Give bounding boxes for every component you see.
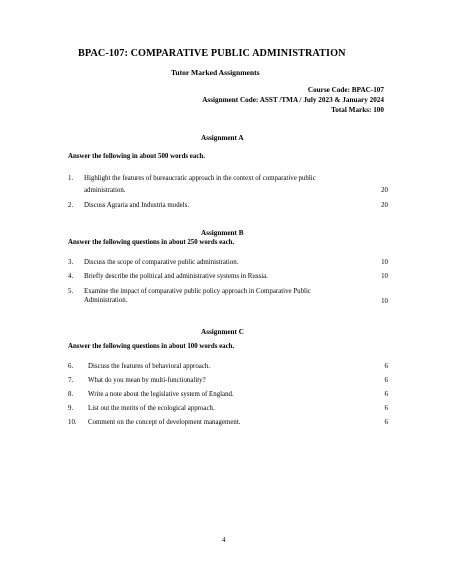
question-text: administration. (84, 187, 126, 194)
question-text: Comment on the concept of development management. (88, 419, 241, 426)
question-text: Discuss the features of behavioral approach. (88, 363, 211, 370)
question-number: 10. (68, 419, 77, 426)
question-row-continuation (68, 297, 388, 306)
question-marks: 6 (384, 363, 388, 370)
question-marks: 20 (381, 202, 388, 209)
question-number: 3. (68, 259, 74, 266)
question-text: Briefly describe the political and administrative systems in Russia. (84, 273, 268, 280)
question-marks: 10 (381, 259, 388, 266)
question-text: Examine the impact of comparative public policy approach in Comparative Public (84, 288, 311, 295)
question-row (68, 377, 388, 386)
question-row (68, 419, 388, 428)
question-row (68, 259, 388, 268)
question-text: Highlight the features of bureaucratic approach in the context of comparative public (84, 175, 316, 182)
question-row (68, 363, 388, 372)
assignment-code: Assignment Code: ASST /TMA / July 2023 & January 2024 (202, 96, 384, 104)
section-heading-a: Assignment A (201, 134, 244, 142)
question-row (68, 288, 388, 297)
question-row (68, 202, 388, 211)
question-row (68, 405, 388, 414)
question-number: 2. (68, 202, 74, 209)
question-text: What do you mean by multi-functionality? (88, 377, 206, 384)
question-marks: 6 (384, 419, 388, 426)
question-row (68, 391, 388, 400)
question-text: List out the merits of the ecological approach. (88, 405, 215, 412)
question-text: Write a note about the legislative system of England. (88, 391, 234, 398)
document-subtitle: Tutor Marked Assignments (171, 68, 260, 77)
question-marks: 6 (384, 377, 388, 384)
question-text: Administration. (84, 297, 128, 304)
section-heading-c: Assignment C (201, 328, 244, 336)
question-marks: 20 (381, 187, 388, 194)
total-marks: Total Marks: 100 (331, 106, 384, 114)
question-row (68, 175, 388, 184)
question-text: Discuss Agraria and Industria models. (84, 202, 190, 209)
question-row-continuation (68, 187, 388, 196)
question-text: Discuss the scope of comparative public administration. (84, 259, 239, 266)
course-code: Course Code: BPAC-107 (307, 86, 384, 94)
question-number: 5. (68, 288, 74, 295)
question-number: 4. (68, 273, 74, 280)
document-title: BPAC-107: COMPARATIVE PUBLIC ADMINISTRATION (78, 48, 346, 59)
question-row (68, 273, 388, 282)
question-number: 8. (68, 391, 74, 398)
question-number: 9. (68, 405, 74, 412)
section-instruction-b: Answer the following questions in about 250 words each. (68, 239, 235, 246)
question-number: 1. (68, 175, 74, 182)
question-number: 7. (68, 377, 74, 384)
question-marks: 6 (384, 391, 388, 398)
page-number: 4 (222, 536, 226, 544)
question-marks: 10 (381, 273, 388, 280)
section-instruction-c: Answer the following questions in about 100 words each. (68, 343, 235, 350)
section-instruction-a: Answer the following in about 500 words each. (68, 153, 205, 160)
section-heading-b: Assignment B (201, 229, 244, 237)
question-marks: 10 (381, 298, 388, 305)
question-marks: 6 (384, 405, 388, 412)
question-number: 6. (68, 363, 74, 370)
